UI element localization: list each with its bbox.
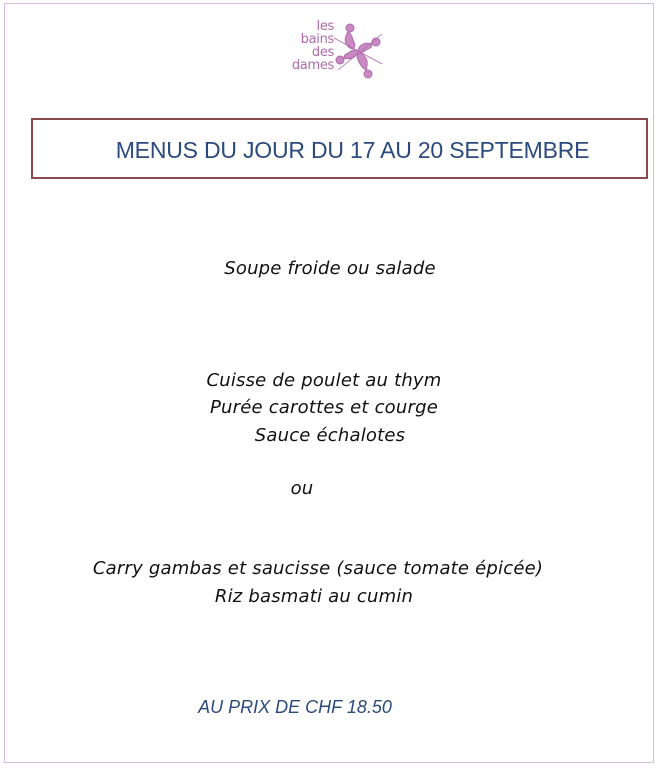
- logo-line: dames: [291, 58, 334, 73]
- logo-line: des: [311, 45, 334, 60]
- dancing-figures-icon: [330, 20, 388, 82]
- title-box: [31, 118, 648, 179]
- page-title: MENUS DU JOUR DU 17 AU 20 SEPTEMBRE: [115, 137, 590, 163]
- starter: Soupe froide ou salade: [224, 258, 436, 279]
- main-option-2-line: Riz basmati au cumin: [214, 586, 414, 607]
- logo-line: les: [316, 19, 334, 34]
- main-option-2-line: Carry gambas et saucisse (sauce tomate épicée): [92, 558, 544, 579]
- logo-line: bains: [300, 32, 334, 47]
- main-option-1-line: Sauce échalotes: [254, 425, 406, 446]
- main-option-1-line: Purée carottes et courge: [209, 397, 439, 418]
- logo-text: [272, 20, 334, 72]
- price: AU PRIX DE CHF 18.50: [198, 697, 392, 717]
- separator: ou: [290, 478, 314, 499]
- main-option-1-line: Cuisse de poulet au thym: [206, 370, 442, 391]
- logo: [272, 18, 390, 84]
